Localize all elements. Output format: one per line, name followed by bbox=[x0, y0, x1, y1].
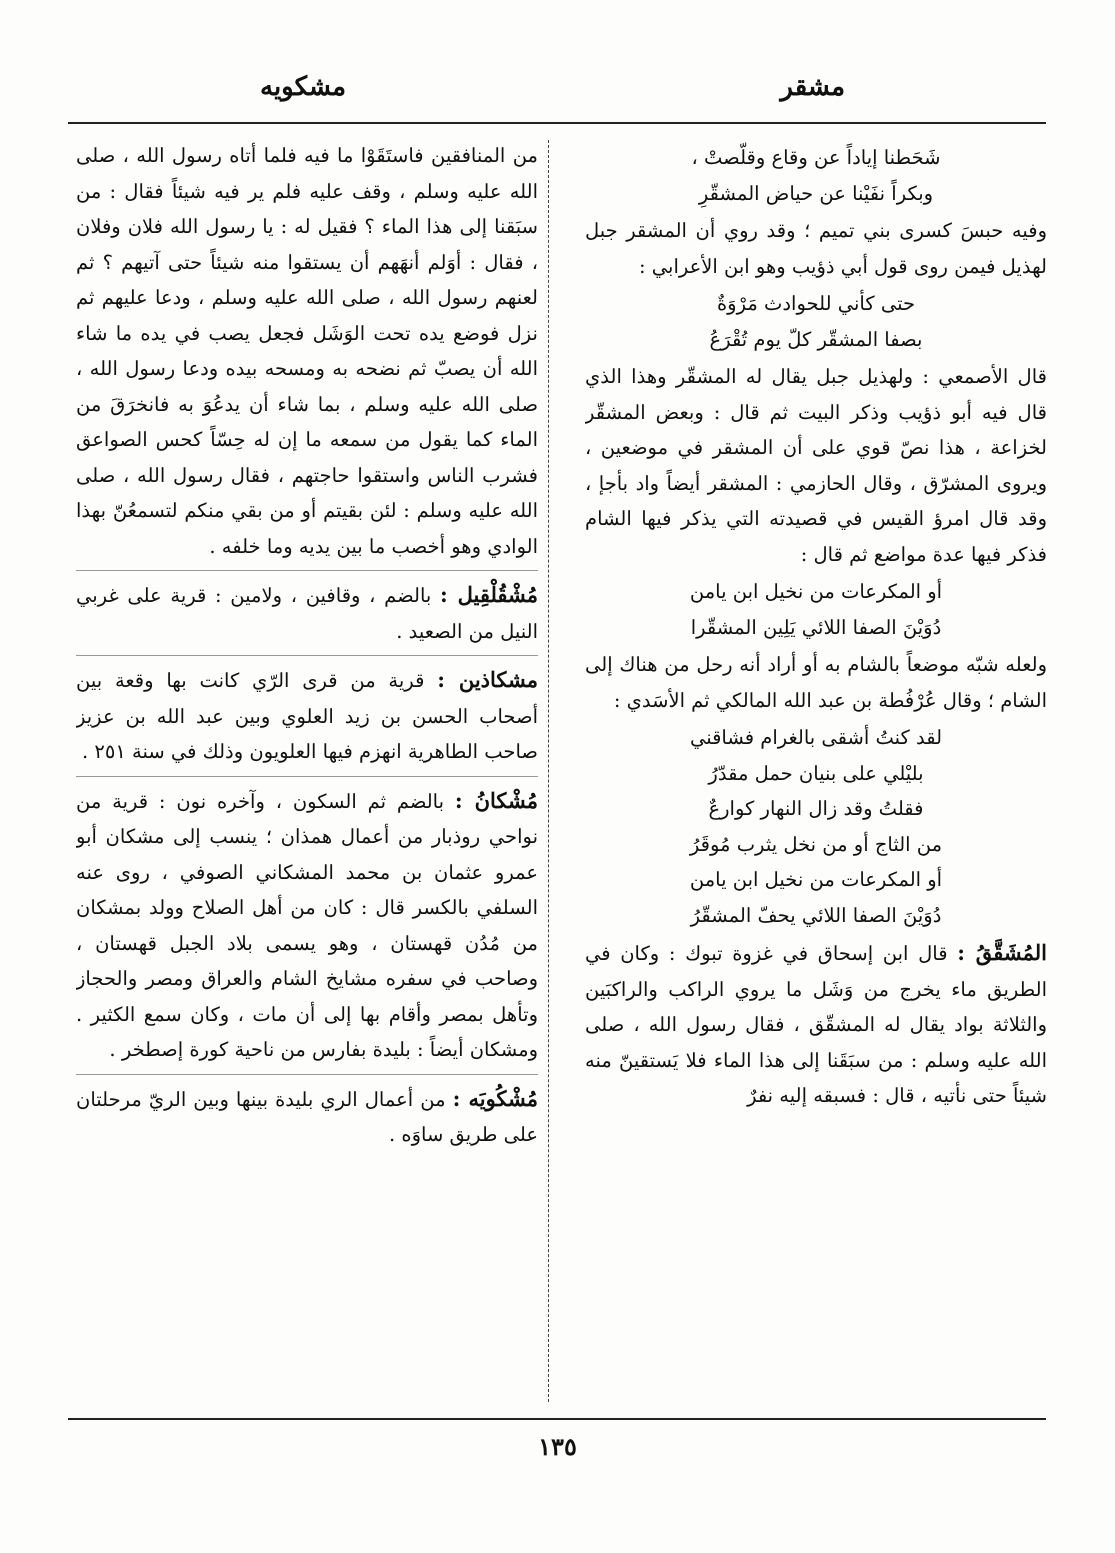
entry-headword: مشكاذين : bbox=[437, 667, 538, 692]
verse-block bbox=[585, 140, 1047, 211]
entry-headword: مُشْكُويَه : bbox=[452, 1085, 538, 1111]
dictionary-entry bbox=[76, 662, 538, 777]
verse-line: بصفا المشقّر كلّ يوم تُقْرَعُ bbox=[709, 327, 923, 351]
running-header-right: مشقر bbox=[780, 72, 845, 102]
verse-line: من الثاج أو من نخل يثرب مُوقَرُ bbox=[689, 832, 943, 856]
page-number: ١٣٥ bbox=[538, 1432, 577, 1461]
verse-line: فقلتُ وقد زال النهار كوارعٌ bbox=[708, 797, 924, 820]
verse-block bbox=[585, 286, 1047, 357]
verse-line: حتى كأني للحوادث مَرْوَةٌ bbox=[716, 292, 916, 315]
paragraph: من المنافقين فاستَقَوْا ما فيه فلما أتاه رسول الله ، صلى الله عليه وسلم ، وقف عليه فلم ير فيه شيئاً فقال : من سبَقنا إلى هذا الماء ؟ فقيل له : يا رسول الله فلان وفلان ، فقال : أوَلم أنهَهم أن يستقوا منه شيئاً حتى آتيهم ؟ ثم لعنهم رسول الله ، صلى الله عليه وسلم ، ودعا عليهم ثم نزل فوضع يده تحت الوَشَل فجعل يصب في يده ما شاء الله أن يصبّ ثم نضحه به ومسحه بيده ودعا رسول الله ، صلى الله عليه وسلم ، بما شاء أن يدعُوَ به فانخرَقَ من الماء كما يقول من سمعه ما إن له حِسّاً كحس الصواعق فشرب الناس واستقوا حاجتهم ، فقال رسول الله ، صلى الله عليه وسلم : لئن بقيتم أو من بقي منكم لتسمعُنّ بهذا الوادي وهو أخصب ما بين يديه وما خلفه . bbox=[76, 144, 538, 558]
entry-text: قال ابن إسحاق في غزوة تبوك : وكان في الطريق ماء يخرج من وَشَل ما يروي الراكب والراكبَين والثلاثة بواد يقال له المشقّق ، فقال رسول الله ، صلى الله عليه وسلم : من سبَقَنا إلى هذا الماء فلا يَستقينّ منه شيئاً حتى نأتيه ، قال : فسبقه إليه نفرٌ bbox=[585, 942, 1047, 1107]
entry-headword: مُشْكانُ : bbox=[454, 787, 538, 813]
right-column bbox=[585, 138, 1047, 1408]
footer-rule bbox=[68, 1418, 1046, 1420]
dictionary-entry bbox=[76, 1081, 538, 1159]
left-column bbox=[76, 138, 538, 1408]
verse-line: شَحَطنا إياداً عن وقاع وقلّصتْ ، bbox=[691, 146, 941, 169]
verse-line: أو المكرعات من نخيل ابن يامن bbox=[689, 580, 943, 603]
verse-line: أو المكرعات من نخيل ابن يامن bbox=[689, 868, 943, 891]
verse-line: دُوَيْنَ الصفا اللائي يحفّ المشقّرُ bbox=[690, 903, 942, 927]
entry-text: من أعمال الري بليدة بينها وبين الريّ مرحلتان على طريق ساوَه . bbox=[76, 1087, 538, 1146]
running-header-left: مشكويه bbox=[260, 72, 347, 102]
dictionary-entry bbox=[585, 935, 1047, 1114]
paragraph: قال الأصمعي : ولهذيل جبل يقال له المشقّر وهذا الذي قال فيه أبو ذؤيب وذكر البيت ثم قال : وبعض المشقّر لخزاعة ، هذا نصّ قوي على أن المشقر في موضعين ، ويروى المشرّق ، وقال الحازمي : المشقر أيضاً واد بأجإ ، وقد قال امرؤ القيس في قصيدته التي يذكر فيها الشام فذكر فيها عدة مواضع ثم قال : bbox=[585, 365, 1047, 566]
verse-block bbox=[585, 574, 1047, 645]
verse-block bbox=[585, 720, 1047, 933]
verse-line: وبكراً نفَيْنا عن حياض المشقّرِ bbox=[698, 181, 934, 205]
entry-headword: المُشَقَّقُ : bbox=[957, 940, 1047, 965]
header-rule bbox=[68, 122, 1046, 124]
verse-line: بليْلي على بنيان حمل مقدّرُ bbox=[708, 761, 924, 785]
verse-line: لقد كنتُ أشقى بالغرام فشاقني bbox=[689, 726, 943, 749]
column-divider bbox=[548, 140, 549, 1402]
entry-text: بالضم ، وقافين ، ولامين : قرية على غربي النيل من الصعيد . bbox=[76, 584, 538, 643]
paragraph: وفيه حبسَ كسرى بني تميم ؛ وقد روي أن المشقر جبل لهذيل فيمن روى قول أبي ذؤيب وهو ابن الأعرابي : bbox=[585, 219, 1047, 278]
dictionary-entry bbox=[76, 783, 538, 1075]
paragraph: ولعله شبّه موضعاً بالشام به أو أراد أنه رحل من هناك إلى الشام ؛ وقال عُرْفُطة بن عبد الله المالكي ثم الأسَدي : bbox=[585, 653, 1047, 712]
entry-headword: مُشْقُلْقِيل : bbox=[440, 582, 538, 607]
entry-text: قرية من قرى الرّي كانت بها وقعة بين أصحاب الحسن بن زيد العلوي وبين عبد الله بن عزيز صاحب الطاهرية انهزم فيها العلويون وذلك في سنة ٢٥١ . bbox=[76, 669, 538, 763]
entry-continuation bbox=[76, 138, 538, 571]
entry-text: بالضم ثم السكون ، وآخره نون : قرية من نواحي روذبار من أعمال همذان ؛ ينسب إلى مشكان أبو عمرو عثمان بن محمد المشكاني الصوفي ، روى عنه السلفي بالكسر قال : كان من أهل الصلاح وولد بمشكان من مُدُن قهستان ، وهو يسمى بلاد الجبل قهستان ، وصاحب في سفره مشايخ الشام والعراق ومصر والحجاز وتأهل بمصر وأقام بها إلى أن مات ، وكان سمع الكثير . ومشكان أيضاً : بليدة بفارس من ناحية كورة إصطخر . bbox=[76, 789, 538, 1061]
dictionary-entry bbox=[76, 577, 538, 656]
verse-line: دُوَيْنَ الصفا اللائي يَلِين المشقّرا bbox=[690, 615, 942, 639]
